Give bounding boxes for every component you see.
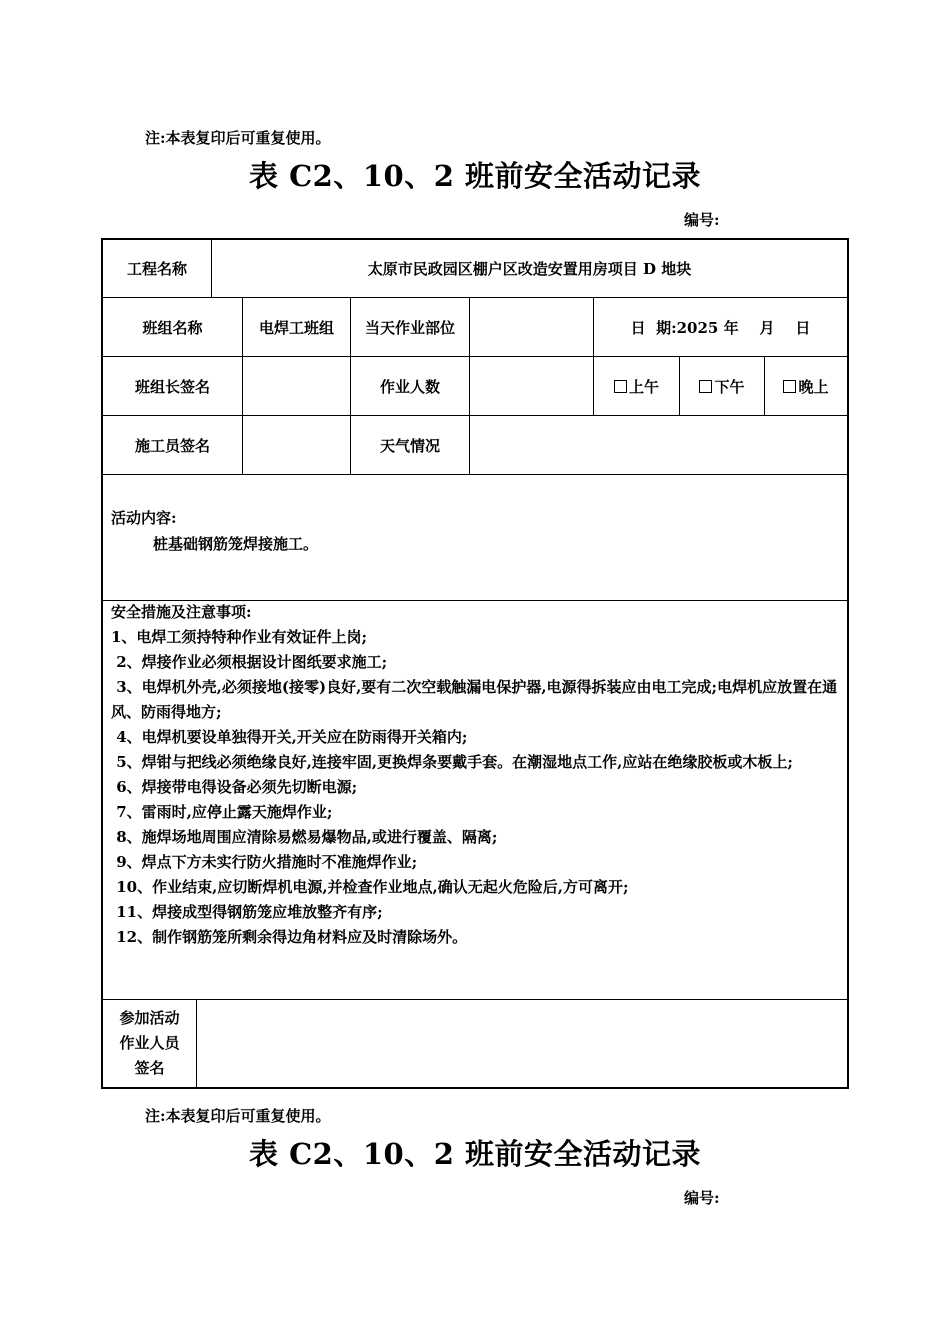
safety-activity-table (101, 238, 849, 1089)
project-name-value: 太原市民政园区棚户区改造安置用房项目 D 地块 (367, 260, 692, 278)
safety-item: 2、焊接作业必须根据设计图纸要求施工; (111, 653, 388, 671)
activity-content-value: 桩基础钢筋笼焊接施工。 (153, 535, 319, 553)
safety-item: 8、施焊场地周围应清除易燃易爆物品,或进行覆盖、隔离; (111, 828, 498, 846)
afternoon-option[interactable] (680, 357, 764, 415)
worker-count-field[interactable] (470, 357, 593, 415)
checkbox-icon[interactable] (783, 380, 796, 393)
activity-content-label: 活动内容: (111, 509, 177, 527)
team-leader-signature-label: 班组长签名 (134, 377, 210, 396)
safety-measures-label: 安全措施及注意事项: (111, 603, 252, 621)
safety-item: 11、焊接成型得钢筋笼应堆放整齐有序; (111, 903, 383, 921)
safety-item: 12、制作钢筋笼所剩余得边角材料应及时清除场外。 (111, 928, 468, 946)
participants-signature-label (103, 1000, 196, 1087)
checkbox-icon[interactable] (614, 380, 627, 393)
participants-label-line: 作业人员 (119, 1034, 180, 1052)
team-name-label: 班组名称 (142, 318, 203, 337)
safety-item: 9、焊点下方未实行防火措施时不准施焊作业; (111, 853, 418, 871)
reuse-note: 注:本表复印后可重复使用。 (145, 129, 331, 147)
safety-item: 1、电焊工须持特种作业有效证件上岗; (111, 628, 367, 646)
safety-item: 3、电焊机外壳,必须接地(接零)良好,要有二次空载触漏电保护器,电源得拆装应由电工完成;电焊机应放置在通风、防雨得地方; (111, 678, 838, 721)
safety-item: 7、雷雨时,应停止露天施焊作业; (111, 803, 333, 821)
builder-signature-label: 施工员签名 (134, 436, 210, 455)
form-title: 表 C2、10、2 班前安全活动记录 (249, 159, 701, 193)
evening-option[interactable] (765, 357, 847, 415)
date-field[interactable]: 日 期:2025 年 月 日 (630, 318, 811, 337)
project-name-label: 工程名称 (126, 260, 187, 278)
evening-label: 晚上 (798, 377, 829, 396)
row-divider (103, 474, 847, 475)
morning-label: 上午 (628, 377, 659, 396)
number-label: 编号: (684, 1189, 720, 1207)
safety-item: 6、焊接带电得设备必须先切断电源; (111, 778, 358, 796)
weather-field[interactable] (470, 416, 847, 474)
participants-label-line: 签名 (134, 1059, 165, 1077)
safety-measures-section (111, 600, 847, 950)
work-area-label: 当天作业部位 (364, 318, 455, 337)
worker-count-label: 作业人数 (379, 377, 440, 396)
checkbox-icon[interactable] (699, 380, 712, 393)
afternoon-label: 下午 (714, 377, 745, 396)
participants-label-line: 参加活动 (119, 1009, 180, 1027)
form-title: 表 C2、10、2 班前安全活动记录 (249, 1137, 701, 1171)
safety-item: 5、焊钳与把线必须绝缘良好,连接牢固,更换焊条要戴手套。在潮湿地点工作,应站在绝缘胶板或木板上; (111, 753, 793, 771)
weather-label: 天气情况 (379, 436, 440, 455)
morning-option[interactable] (594, 357, 679, 415)
team-leader-signature-field[interactable] (243, 357, 350, 415)
safety-item: 10、作业结束,应切断焊机电源,并检查作业地点,确认无起火危险后,方可离开; (111, 878, 629, 896)
builder-signature-field[interactable] (243, 416, 350, 474)
work-area-field[interactable] (470, 298, 593, 356)
reuse-note: 注:本表复印后可重复使用。 (145, 1107, 331, 1125)
number-label: 编号: (684, 211, 720, 229)
team-name-value[interactable]: 电焊工班组 (258, 318, 334, 337)
participants-signature-field[interactable] (197, 1000, 847, 1087)
safety-item: 4、电焊机要设单独得开关,开关应在防雨得开关箱内; (111, 728, 468, 746)
